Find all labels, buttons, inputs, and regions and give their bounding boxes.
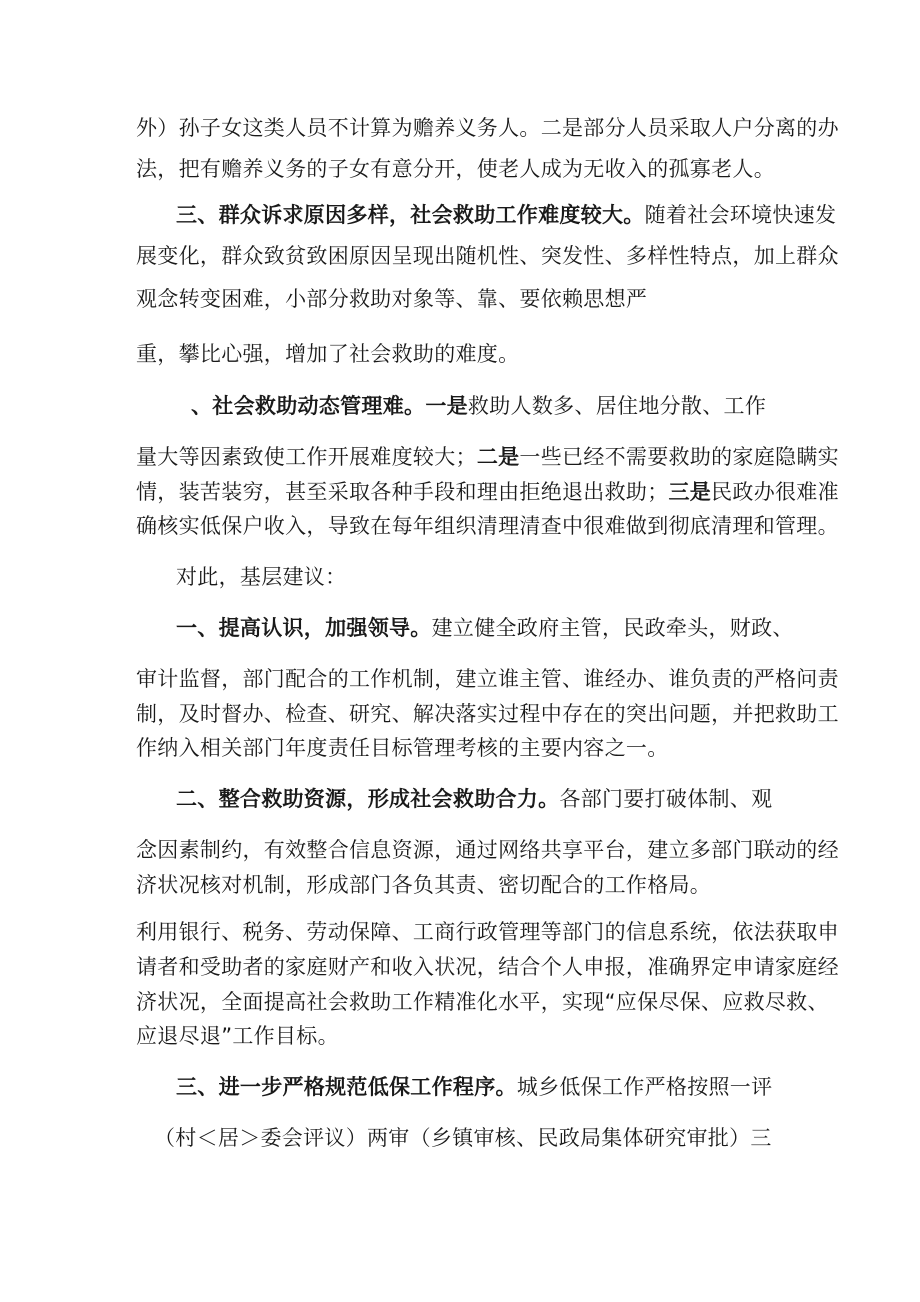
bold-text-run: 三是 xyxy=(668,480,712,504)
text-run: 救助人数多、居住地分散、工作 xyxy=(467,394,767,418)
text-run: 展变化，群众致贫致困原因呈现出随机性、突发性、多样性特点，加上群众 xyxy=(136,244,839,268)
bold-text-run: 一是 xyxy=(425,394,468,418)
text-line xyxy=(176,201,836,229)
text-run: 各部门要打破体制、观 xyxy=(559,787,773,811)
text-run: 作纳入相关部门年度责任目标管理考核的主要内容之一。 xyxy=(136,736,669,760)
text-line xyxy=(136,443,839,471)
text-line xyxy=(136,1022,339,1050)
text-line xyxy=(136,512,839,540)
bold-text-run: 三、进一步严格规范低保工作程序。 xyxy=(176,1075,517,1099)
bold-text-run: 二、整合救助资源，形成社会救助合力。 xyxy=(176,787,560,811)
text-line xyxy=(136,155,775,183)
text-run: 审计监督，部门配合的工作机制，建立谁主管、谁经办、谁负责的严格问责 xyxy=(136,667,839,691)
text-line xyxy=(176,785,772,813)
text-run: 建立健全政府主管，民政牵头，财政、 xyxy=(431,616,794,640)
text-run: 确核实低保户收入，导致在每年组织清理清查中很难做到彻底清理和管理。 xyxy=(136,514,839,538)
text-run: 对此，基层建议： xyxy=(176,565,347,589)
text-line xyxy=(136,836,839,864)
text-run: 济状况核对机制，形成部门各负其责、密切配合的工作格局。 xyxy=(136,873,712,897)
bold-text-run: 二是 xyxy=(476,445,520,469)
text-run: 观念转变困难，小部分救助对象等、靠、要依赖思想严 xyxy=(136,287,648,311)
text-line xyxy=(136,478,839,506)
bold-text-run: 三、群众诉求原因多样，社会救助工作难度较大。 xyxy=(176,203,645,227)
text-run: 民政办很难准 xyxy=(711,480,839,504)
text-line xyxy=(136,340,519,368)
text-line xyxy=(136,988,829,1016)
text-run: 请者和受助者的家庭财产和收入状况，结合个人申报，准确界定申请家庭经 xyxy=(136,955,839,979)
text-line xyxy=(136,242,839,270)
text-run: 一些已经不需要救助的家庭隐瞒实 xyxy=(519,445,839,469)
text-line xyxy=(136,871,711,899)
bold-text-run: 一、提高认识，加强领导。 xyxy=(176,616,432,640)
text-run: （村＜居＞委会评议）两审（乡镇审核、民政局集体研究审批）三 xyxy=(154,1126,772,1150)
text-run: 外）孙子女这类人员不计算为赡养义务人。二是部分人员采取人户分离的办 xyxy=(136,116,839,140)
text-line xyxy=(176,614,794,642)
text-line xyxy=(136,734,669,762)
text-line xyxy=(191,392,766,420)
text-line xyxy=(136,285,647,313)
text-run: 城乡低保工作严格按照一评 xyxy=(516,1075,773,1099)
text-run: 济状况，全面提高社会救助工作精准化水平，实现“应保尽保、应救尽救、 xyxy=(136,990,829,1014)
text-line xyxy=(136,700,839,728)
text-line xyxy=(176,563,346,591)
text-run: 量大等因素致使工作开展难度较大； xyxy=(136,445,477,469)
text-run: 制，及时督办、检查、研究、解决落实过程中存在的突出问题，并把救助工 xyxy=(136,702,839,726)
text-line xyxy=(136,918,839,946)
text-line xyxy=(136,114,839,142)
text-line xyxy=(136,665,839,693)
text-line xyxy=(136,953,839,981)
text-run: 随着社会环境快速发 xyxy=(644,203,837,227)
text-run: 念因素制约，有效整合信息资源，通过网络共享平台，建立多部门联动的经 xyxy=(136,838,839,862)
text-run: 利用银行、税务、劳动保障、工商行政管理等部门的信息系统，依法获取申 xyxy=(136,920,839,944)
bold-text-run: 、社会救助动态管理难。 xyxy=(191,394,426,418)
text-run: 情，装苦装穷，甚至采取各种手段和理由拒绝退出救助； xyxy=(136,480,669,504)
text-run: 重，攀比心强，增加了社会救助的难度。 xyxy=(136,342,520,366)
text-line xyxy=(154,1124,772,1152)
text-run: 应退尽退”工作目标。 xyxy=(136,1024,339,1048)
text-line xyxy=(176,1073,772,1101)
text-run: 法，把有赡养义务的子女有意分开，使老人成为无收入的孤寡老人。 xyxy=(136,157,775,181)
